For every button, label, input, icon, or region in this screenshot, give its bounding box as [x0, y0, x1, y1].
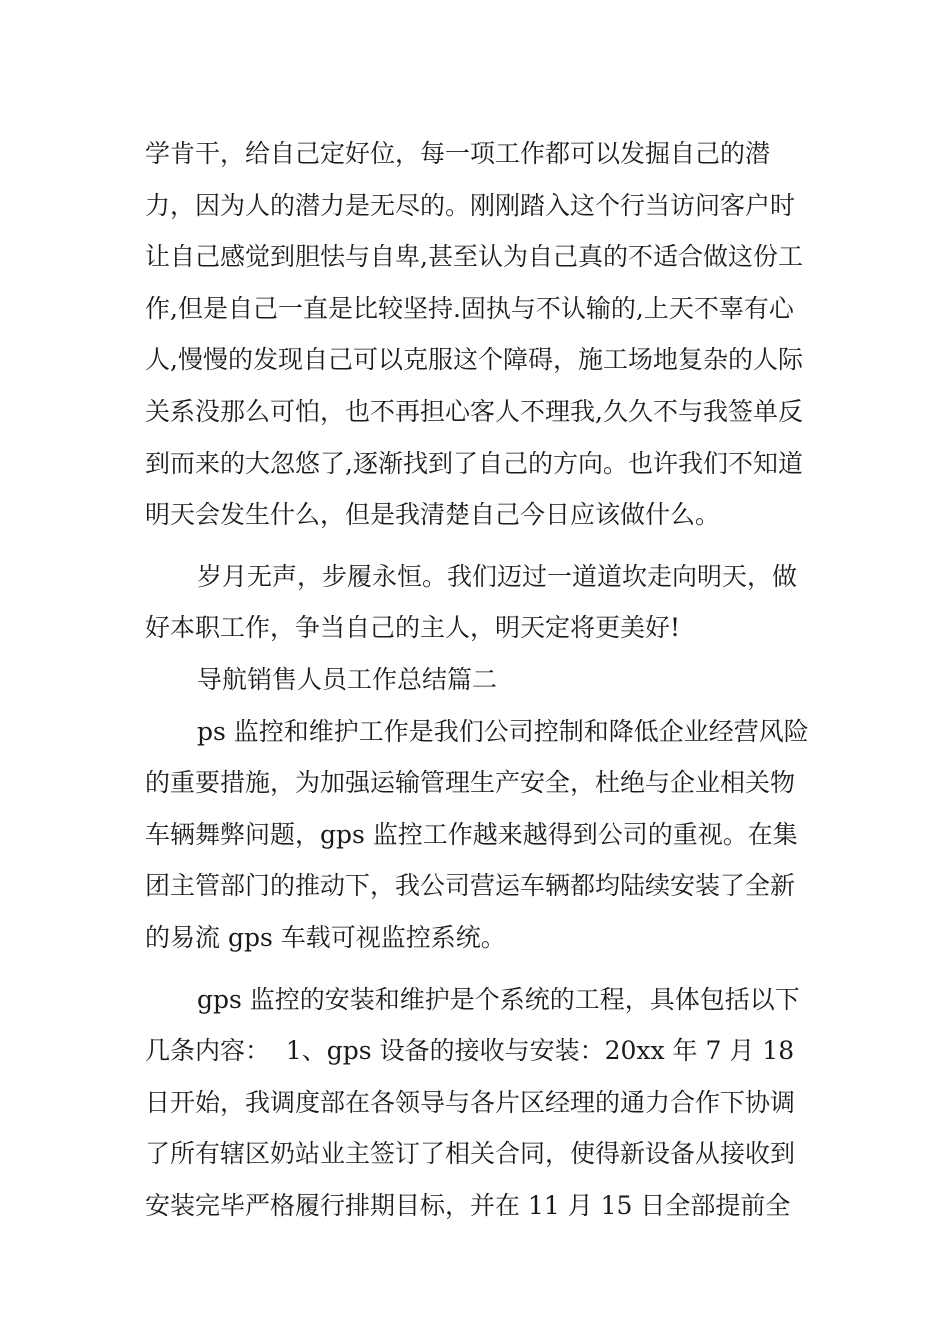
paragraph-continuation: 学肯干，给自己定好位，每一项工作都可以发掘自己的潜力，因为人的潜力是无尽的。刚刚踏入这个行当访问客户时让自己感觉到胆怯与自卑,甚至认为自己真的不适合做这份工作,但是自己一直是比较坚持.固执与不认输的,上天不辜有心人,慢慢的发现自己可以克服这个障碍，施工场地复杂的人际关系没那么可怕，也不再担心客人不理我,久久不与我签单反到而来的大忽悠了,逐渐找到了自己的方向。也许我们不知道明天会发生什么，但是我清楚自己今日应该做什么。 — [145, 139, 803, 530]
document-body — [145, 128, 810, 1231]
section-heading: 导航销售人员工作总结篇二 — [197, 664, 498, 694]
paragraph-closing: 岁月无声，步履永恒。我们迈过一道道坎走向明天，做好本职工作，争当自己的主人，明天定将更美好! — [145, 561, 798, 643]
paragraph-gps-intro: ps 监控和维护工作是我们公司控制和降低企业经营风险的重要措施，为加强运输管理生产安全，杜绝与企业相关物车辆舞弊问题，gps 监控工作越来越得到公司的重视。在集团主管部门的推动下，我公司营运车辆都均陆续安装了全新的易流 gps 车载可视监控系统。 — [145, 716, 809, 952]
paragraph-gps-installation: gps 监控的安装和维护是个系统的工程，具体包括以下几条内容： 1、gps 设备的接收与安装：20xx 年 7 月 18 日开始，我调度部在各领导与各片区经理的通力合作下协调了所有辖区奶站业主签订了相关合同，使得新设备从接收到安装完毕严格履行排期目标，并在 11 月 15 日全部提前全 — [145, 984, 803, 1220]
